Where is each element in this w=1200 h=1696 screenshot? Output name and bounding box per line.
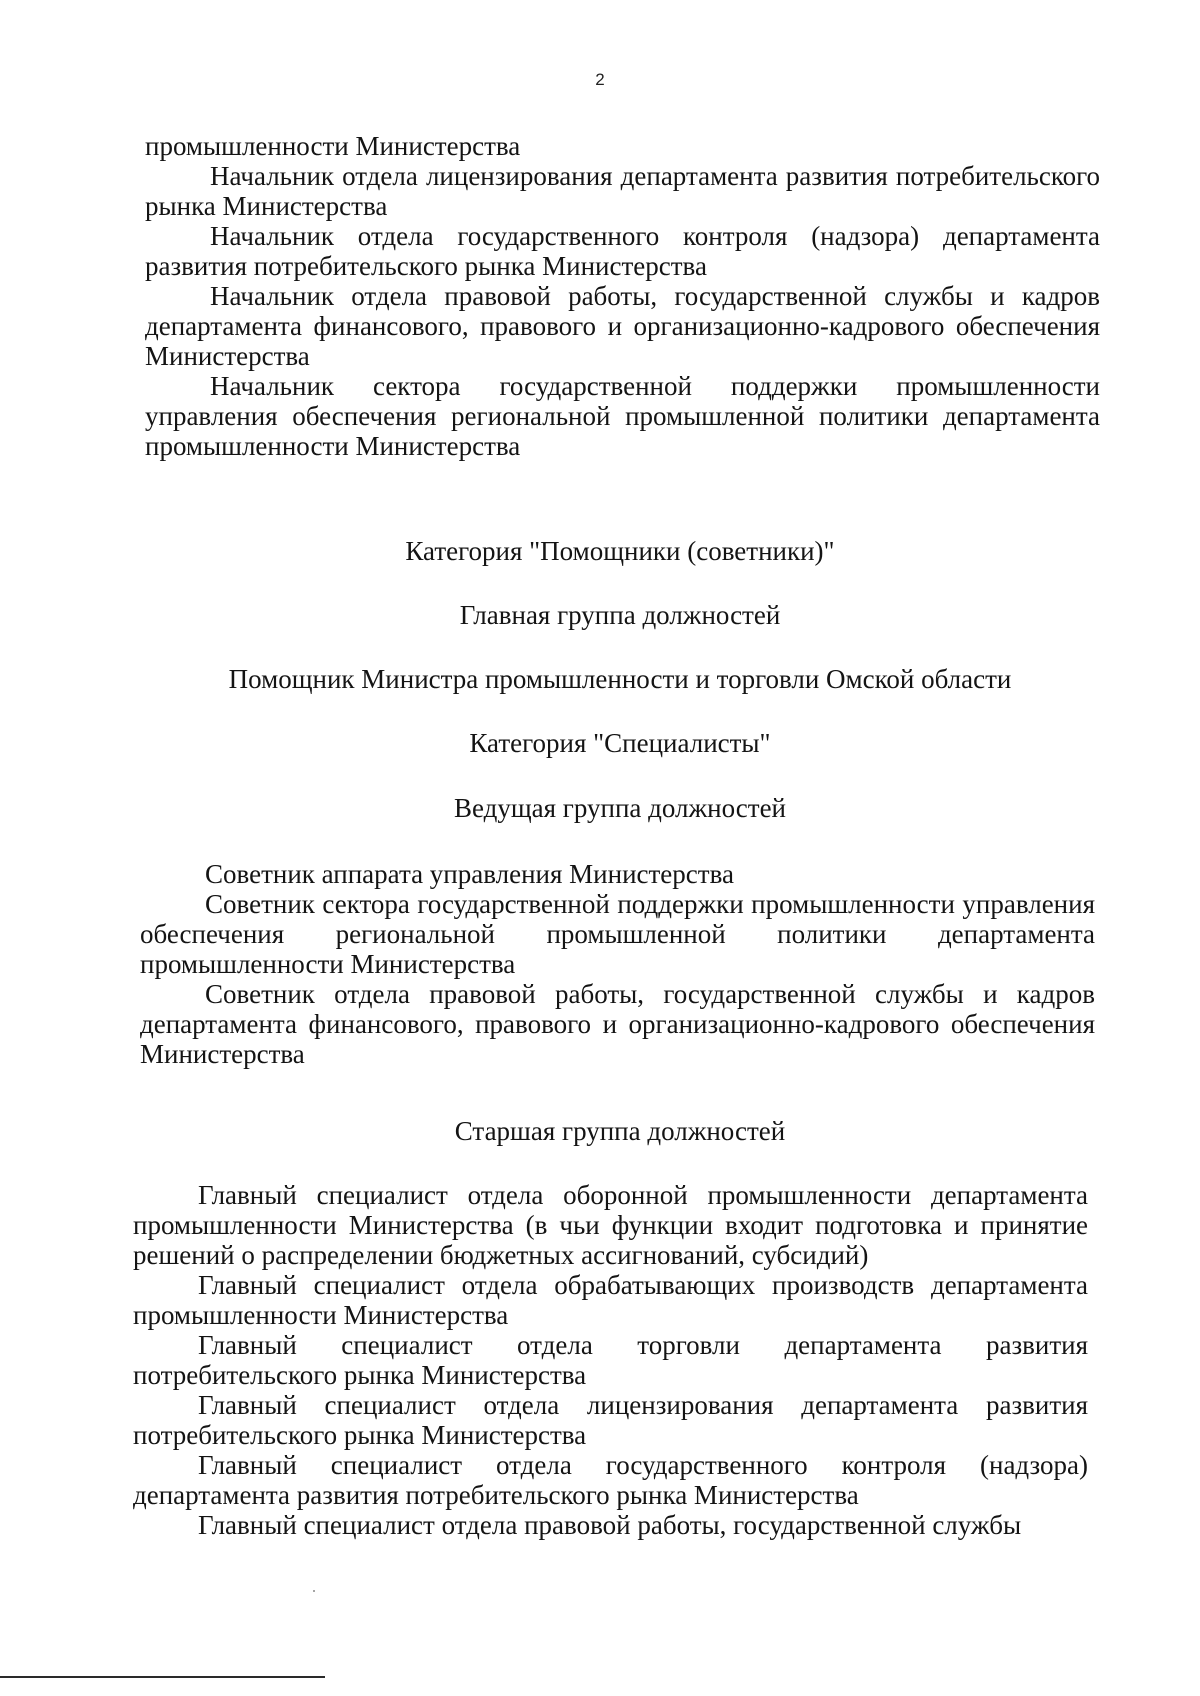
- category-heading-specialists: Категория "Специалисты": [469, 728, 771, 758]
- list-item: Главный специалист отдела государственного контроля (надзора) департамента развития потребительского рынка Министерства: [133, 1450, 1088, 1510]
- footer-rule: [0, 1676, 325, 1678]
- list-item: Начальник отдела лицензирования департамента развития потребительского рынка Министерства: [145, 161, 1100, 221]
- list-item: Советник отдела правовой работы, государственной службы и кадров департамента финансового, правового и организационно-кадрового обеспечения Министерства: [140, 979, 1095, 1069]
- scan-artifact: [313, 1590, 315, 1592]
- list-item: Главный специалист отдела лицензирования департамента развития потребительского рынка Министерства: [133, 1390, 1088, 1450]
- category-heading-assistants: Категория "Помощники (советники)": [405, 536, 835, 566]
- list-item: Начальник сектора государственной поддержки промышленности управления обеспечения региональной промышленной политики департамента промышленности Министерства: [145, 371, 1100, 461]
- list-item: Главный специалист отдела торговли департамента развития потребительского рынка Министерства: [133, 1330, 1088, 1390]
- group-heading-main: Главная группа должностей: [459, 600, 781, 630]
- list-item: Советник аппарата управления Министерства: [205, 859, 734, 889]
- list-item: Главный специалист отдела обрабатывающих производств департамента промышленности Министерства: [133, 1270, 1088, 1330]
- leading-group-list: [140, 859, 1095, 1069]
- list-item: Главный специалист отдела правовой работы, государственной службы: [198, 1510, 1022, 1540]
- page-number: 2: [595, 70, 605, 89]
- list-item: Советник сектора государственной поддержки промышленности управления обеспечения региональной промышленной политики департамента промышленности Министерства: [140, 889, 1095, 979]
- list-item: Начальник отдела правовой работы, государственной службы и кадров департамента финансового, правового и организационно-кадрового обеспечения Министерства: [145, 281, 1100, 371]
- group-heading-senior: Старшая группа должностей: [454, 1116, 786, 1146]
- list-item: Начальник отдела государственного контроля (надзора) департамента развития потребительского рынка Министерства: [145, 221, 1100, 281]
- list-item: промышленности Министерства: [145, 131, 521, 161]
- continuation-block: [145, 131, 1100, 461]
- group-heading-leading: Ведущая группа должностей: [453, 793, 786, 823]
- senior-group-list: [133, 1180, 1088, 1540]
- assistant-minister-line: Помощник Министра промышленности и торговли Омской области: [228, 664, 1012, 694]
- list-item: Главный специалист отдела оборонной промышленности департамента промышленности Министерства (в чьи функции входит подготовка и принятие решений о распределении бюджетных ассигнований, субсидий): [133, 1180, 1088, 1270]
